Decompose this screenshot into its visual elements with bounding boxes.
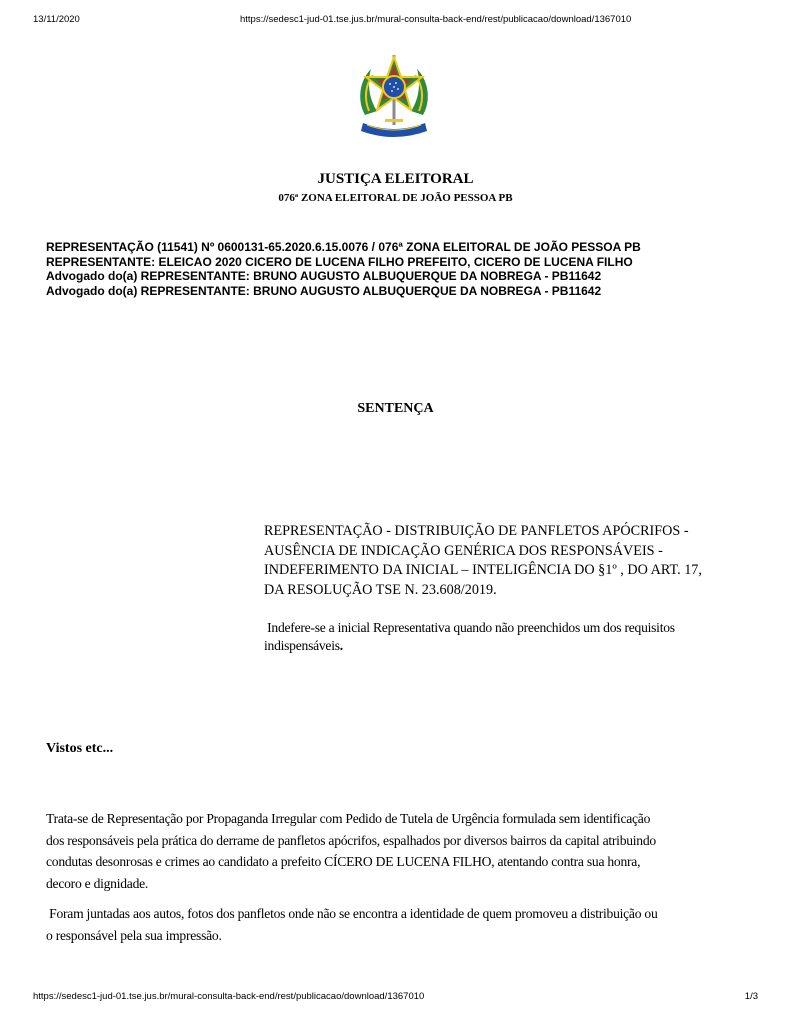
ementa-line: DA RESOLUÇÃO TSE N. 23.608/2019.	[264, 581, 497, 598]
indeferimento-word: indispensáveis	[264, 638, 340, 653]
paragraph-1	[46, 808, 746, 894]
print-date: 13/11/2020	[33, 14, 80, 25]
case-header	[46, 240, 766, 298]
indeferimento-end: .	[339, 638, 343, 653]
paragraph-2	[46, 903, 746, 946]
case-header-line: Advogado do(a) REPRESENTANTE: BRUNO AUGUSTO ALBUQUERQUE DA NOBREGA - PB11642	[46, 269, 602, 284]
document-title: SENTENÇA	[357, 401, 434, 416]
ementa-line: AUSÊNCIA DE INDICAÇÃO GENÉRICA DOS RESPONSÁVEIS -	[264, 542, 663, 559]
indeferimento-line	[264, 637, 764, 655]
vistos-heading: Vistos etc...	[46, 741, 114, 756]
ementa-line: REPRESENTAÇÃO - DISTRIBUIÇÃO DE PANFLETOS APÓCRIFOS -	[264, 523, 689, 539]
case-header-line: REPRESENTAÇÃO (11541) Nº 0600131-65.2020.6.15.0076 / 076ª ZONA ELEITORAL DE JOÃO PESSOA PB	[46, 240, 641, 254]
footer-url[interactable]: https://sedesc1-jud-01.tse.jus.br/mural-consulta-back-end/rest/publicacao/download/1367010	[33, 991, 425, 1002]
paragraph-line: condutas desonrosas e crimes ao candidato a prefeito CÍCERO DE LUCENA FILHO, atentando contra sua honra,	[46, 854, 641, 869]
ementa	[264, 522, 764, 600]
case-header-line: Advogado do(a) REPRESENTANTE: BRUNO AUGUSTO ALBUQUERQUE DA NOBREGA - PB11642	[46, 283, 602, 298]
brazil-coat-of-arms-icon	[355, 53, 433, 137]
case-header-line: REPRESENTANTE: ELEICAO 2020 CICERO DE LUCENA FILHO PREFEITO, CICERO DE LUCENA FILHO	[46, 254, 633, 269]
paragraph-line: decoro e dignidade.	[46, 875, 149, 891]
ementa-line: INDEFERIMENTO DA INICIAL – INTELIGÊNCIA DO §1º , DO ART. 17,	[264, 562, 702, 578]
print-url[interactable]: https://sedesc1-jud-01.tse.jus.br/mural-consulta-back-end/rest/publicacao/download/1367010	[240, 14, 632, 25]
paragraph-line: o responsável pela sua impressão.	[46, 927, 222, 943]
paragraph-line: Foram juntadas aos autos, fotos dos panfletos onde não se encontra a identidade de quem promoveu a distribuição ou	[46, 906, 658, 921]
court-title: JUSTIÇA ELEITORAL	[317, 171, 474, 187]
page-number: 1/3	[744, 991, 758, 1002]
paragraph-line: Trata-se de Representação por Propaganda Irregular com Pedido de Tutela de Urgência formulada sem identificação	[46, 811, 651, 826]
print-footer	[0, 991, 791, 1011]
paragraph-line: dos responsáveis pela prática do derrame de panfletos apócrifos, espalhados por diversos bairros da capital atribuindo	[46, 832, 656, 848]
court-zone: 076ª ZONA ELEITORAL DE JOÃO PESSOA PB	[278, 192, 513, 204]
print-header	[0, 14, 791, 34]
indeferimento-line: Indefere-se a inicial Representativa quando não preenchidos um dos requisitos	[264, 620, 675, 635]
indeferimento-text	[264, 619, 764, 655]
